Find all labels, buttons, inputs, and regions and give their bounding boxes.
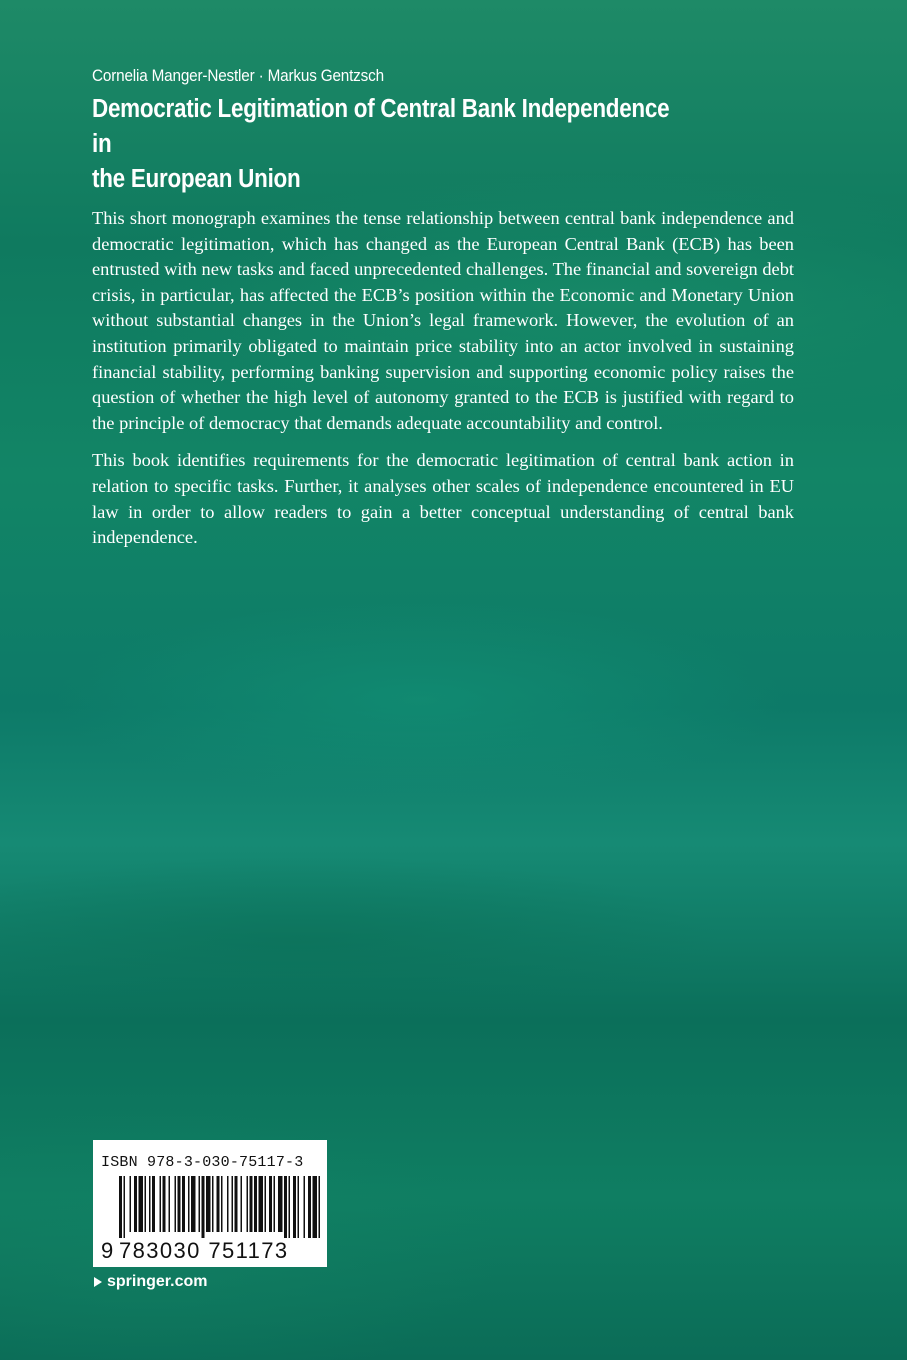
barcode-bar — [169, 1176, 171, 1232]
barcode-bar — [308, 1176, 311, 1238]
barcode-bar — [274, 1176, 276, 1232]
barcode-bar — [202, 1176, 205, 1238]
barcode-bar — [191, 1176, 196, 1232]
barcode-bar — [259, 1176, 264, 1232]
barcode-bar — [152, 1176, 155, 1232]
barcode-bar — [232, 1176, 234, 1232]
barcode-bar — [319, 1176, 321, 1238]
barcode-bar — [304, 1176, 306, 1238]
author-names: Cornelia Manger-Nestler · Markus Gentzsch — [92, 66, 384, 85]
blurb — [92, 206, 794, 563]
barcode-bar — [247, 1176, 249, 1232]
barcode-bar — [289, 1176, 291, 1238]
barcode-bar — [139, 1176, 144, 1232]
barcode-bar — [199, 1176, 201, 1232]
barcode-bar — [145, 1176, 147, 1232]
barcode-bar — [134, 1176, 137, 1232]
barcode-bar — [241, 1176, 243, 1232]
barcode-bar — [235, 1176, 238, 1232]
barcode-bar — [149, 1176, 151, 1232]
barcode-bar — [269, 1176, 272, 1232]
book-title-line-2: the European Union — [92, 165, 301, 193]
barcode-bar — [298, 1176, 300, 1238]
barcode-bar — [160, 1176, 162, 1232]
play-arrow-icon — [93, 1276, 103, 1288]
barcode-bar — [250, 1176, 253, 1232]
barcode-bar — [313, 1176, 318, 1238]
barcode-digits — [119, 1238, 319, 1264]
barcode-bar — [278, 1176, 283, 1232]
barcode-bar — [188, 1176, 190, 1232]
barcode-bar — [130, 1176, 132, 1232]
barcode-bar — [206, 1176, 211, 1232]
barcode-bar — [293, 1176, 296, 1238]
barcode-bar — [227, 1176, 229, 1232]
blurb-paragraph-1: This short monograph examines the tense relationship between central bank independence and democratic legitimation, which has changed as the European Central Bank (ECB) has been entrusted with new tasks and faced unprecedented challenges. The financial and sovereign debt crisis, in particular, has affected the ECB’s position within the Economic and Monetary Union without substantial changes in the Union’s legal framework. However, the evolution of an institution primarily obligated to maintain price stability into an actor involved in sustaining financial stability, performing banking supervision and supporting economic policy raises the question of whether the high level of autonomy granted to the ECB is justified with regard to the principle of democracy that demands adequate accountability and control. — [92, 208, 794, 433]
isbn-text: ISBN 978-3-030-75117-3 — [101, 1154, 304, 1171]
barcode-bar — [124, 1176, 126, 1238]
barcode-digits-text: 783030 751173 — [119, 1238, 289, 1263]
barcode-lead-digit: 9 — [101, 1238, 114, 1263]
publisher-link[interactable] — [93, 1273, 207, 1291]
barcode-box — [93, 1140, 327, 1267]
barcode-bar — [119, 1176, 122, 1238]
publisher-link-text: springer.com — [107, 1273, 208, 1290]
barcode-bar — [175, 1176, 177, 1232]
barcode-bar — [178, 1176, 181, 1232]
barcode-bar — [212, 1176, 214, 1232]
barcode-bar — [217, 1176, 220, 1232]
barcode-bar — [163, 1176, 166, 1232]
book-title — [92, 92, 673, 197]
book-title-line-1: Democratic Legitimation of Central Bank Independence in — [92, 95, 670, 158]
barcode-bar — [221, 1176, 223, 1232]
barcode-bar — [265, 1176, 267, 1232]
barcode-bar — [254, 1176, 257, 1232]
barcode-bar — [182, 1176, 185, 1232]
blurb-paragraph-2: This book identifies requirements for the democratic legitimation of central bank action in relation to specific tasks. Further, it analyses other scales of independence encountered in EU law in order to allow readers to gain a better conceptual understanding of central bank independence. — [92, 450, 794, 548]
barcode-bar — [284, 1176, 287, 1238]
